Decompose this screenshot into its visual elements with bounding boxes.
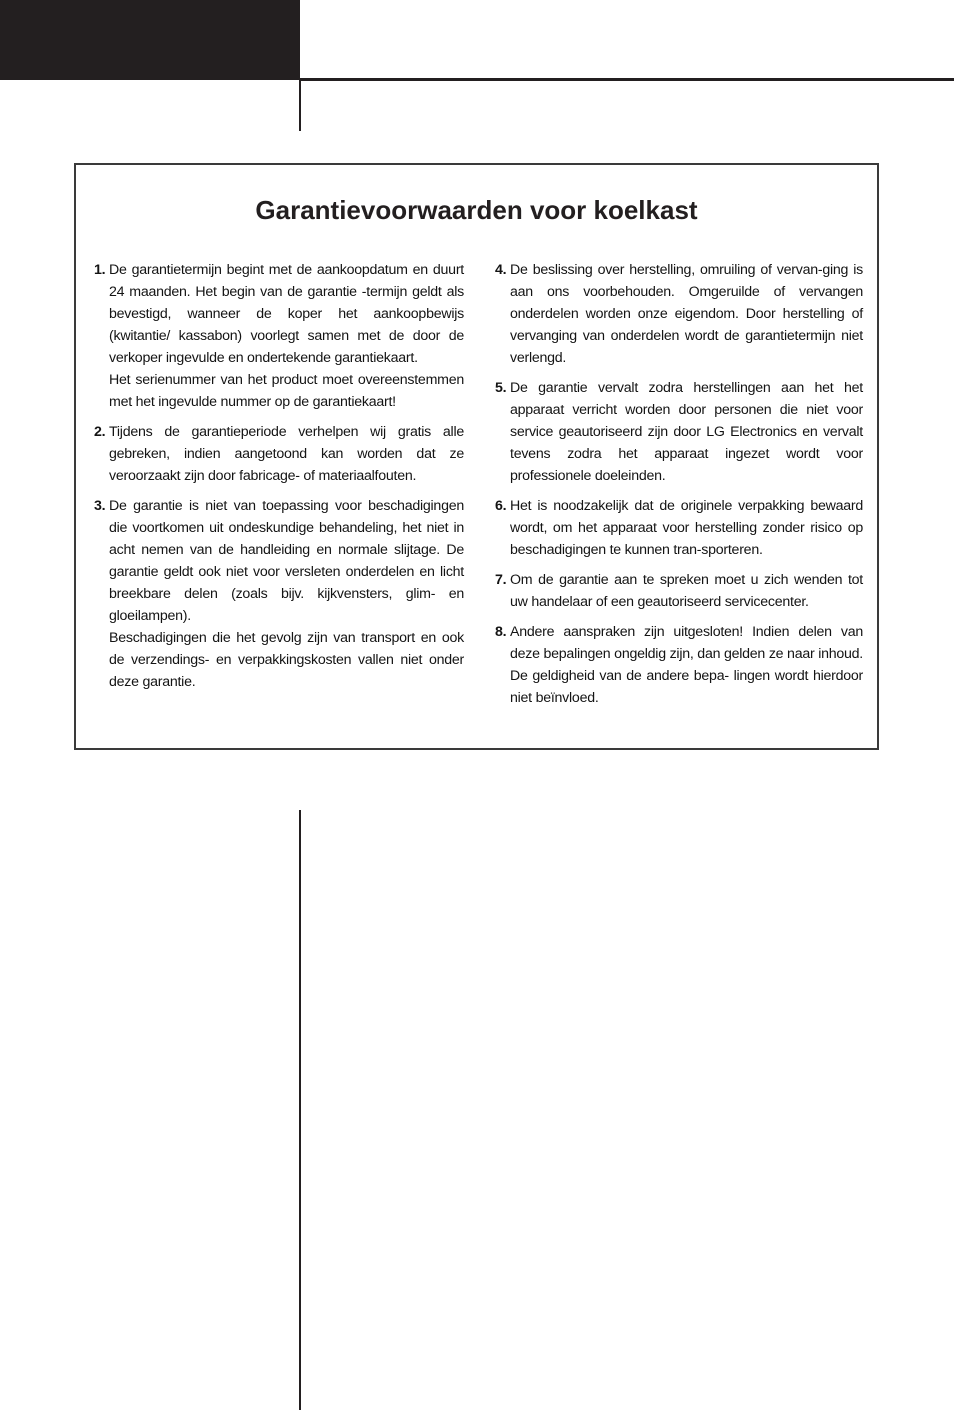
- condition-number: 8.: [495, 624, 507, 640]
- warranty-title: Garantievoorwaarden voor koelkast: [255, 195, 698, 225]
- condition-number: 1.: [94, 262, 106, 278]
- condition-item: [94, 495, 464, 693]
- condition-number: 7.: [495, 572, 507, 588]
- condition-number: 3.: [94, 498, 106, 514]
- condition-item: [495, 495, 863, 561]
- condition-item: [495, 569, 863, 613]
- condition-number: 4.: [495, 262, 507, 278]
- condition-note: Beschadigingen die het gevolg zijn van transport en ook de verzendings- en verpakkingskosten vallen niet onder deze garantie.: [109, 630, 464, 690]
- condition-note: Het serienummer van het product moet overeenstemmen met het ingevulde nummer op de garantiekaart!: [109, 372, 464, 410]
- left-column: [94, 259, 464, 701]
- header-rule: [300, 78, 954, 81]
- condition-number: 5.: [495, 380, 507, 396]
- condition-item: [94, 259, 464, 413]
- condition-item: [495, 259, 863, 369]
- condition-item: [495, 377, 863, 487]
- condition-text: De garantie is niet van toepassing voor beschadigingen die voortkomen uit ondeskundige behandeling, het niet in acht nemen van de handleiding en normale slijtage. De garantie geldt ook niet voor versleten onderdelen en licht breekbare delen (zoals bijv. kijkvensters, glim- en gloeilampen).: [109, 498, 464, 624]
- warranty-box: [74, 163, 879, 750]
- condition-number: 6.: [495, 498, 507, 514]
- condition-text: De garantie vervalt zodra herstellingen aan het het apparaat verricht worden door personen die niet voor service geautoriseerd zijn door LG Electronics en vervalt tevens zodra het apparaat ingezet wordt voor professionele doeleinden.: [510, 380, 863, 484]
- condition-text: De beslissing over herstelling, omruiling of vervan-ging is aan ons voorbehouden. Omgeruilde of vervangen onderdelen worden onze eigendom. Door herstelling of vervanging van onderdelen wordt de garantietermijn niet verlengd.: [510, 262, 863, 366]
- condition-item: [94, 421, 464, 487]
- condition-text: Het is noodzakelijk dat de originele verpakking bewaard wordt, om het apparaat voor herstelling zonder risico op beschadigingen te kunnen tran-sporteren.: [510, 498, 863, 558]
- condition-number: 2.: [94, 424, 106, 440]
- condition-text: Om de garantie aan te spreken moet u zich wenden tot uw handelaar of een geautoriseerd servicecenter.: [510, 572, 863, 610]
- right-column: [495, 259, 863, 717]
- header-black-block: [0, 0, 300, 80]
- condition-item: [495, 621, 863, 709]
- condition-text: Tijdens de garantieperiode verhelpen wij gratis alle gebreken, indien aangetoond kan worden dat ze veroorzaakt zijn door fabricage- of materiaalfouten.: [109, 424, 464, 484]
- condition-text: Andere aanspraken zijn uitgesloten! Indien delen van deze bepalingen ongeldig zijn, dan gelden ze naar inhoud. De geldigheid van de andere bepa- lingen wordt hierdoor niet beïnvloed.: [510, 624, 863, 706]
- condition-text: De garantietermijn begint met de aankoopdatum en duurt 24 maanden. Het begin van de garantie -termijn geldt als bevestigd, wanneer de koper het aankoopbewijs (kwitantie/ kassabon) voorlegt samen met de door de verkoper ingevulde en ondertekende garantiekaart.: [109, 262, 464, 366]
- vertical-rule-top: [299, 80, 301, 131]
- vertical-rule-bottom: [299, 810, 301, 1410]
